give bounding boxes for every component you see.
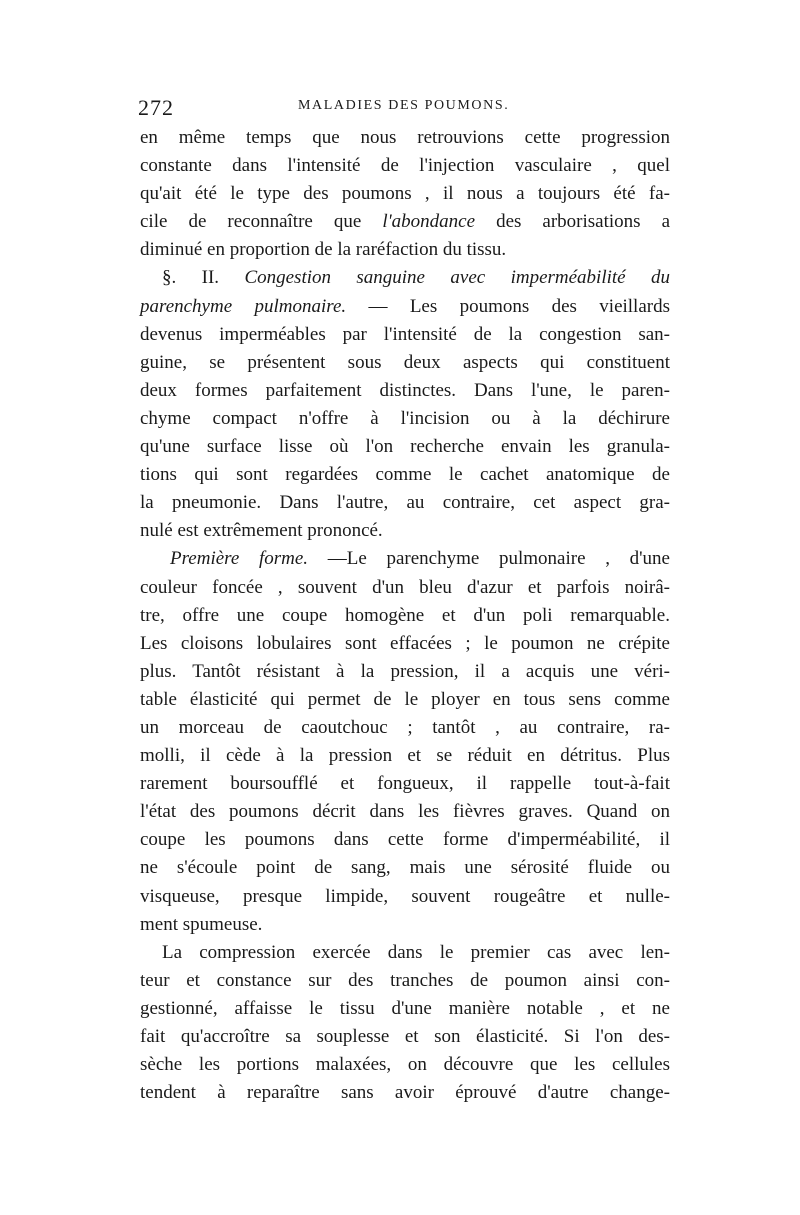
text-line bbox=[140, 293, 670, 321]
text-line: sèche les portions malaxées, on découvre que les cellules bbox=[140, 1054, 670, 1076]
text-line: molli, il cède à la pression et se réduit en détritus. Plus bbox=[140, 745, 670, 767]
running-title: MALADIES DES POUMONS. bbox=[298, 98, 510, 113]
text-line: tions qui sont regardées comme le cachet anatomique de bbox=[140, 464, 670, 486]
text-line bbox=[140, 208, 670, 236]
text-line: devenus imperméables par l'intensité de la congestion san- bbox=[140, 323, 670, 345]
text-segment: des arborisations a bbox=[475, 211, 671, 233]
text-segment: cile de reconnaître que bbox=[140, 211, 383, 233]
text-segment: — Les poumons des vieillards bbox=[346, 295, 670, 317]
text-line: ment spumeuse. bbox=[140, 913, 263, 935]
text-segment: —Le parenchyme pulmonaire , d'une bbox=[308, 548, 670, 570]
text-line: gestionné, affaisse le tissu d'une manière notable , et ne bbox=[140, 997, 670, 1019]
text-line: plus. Tantôt résistant à la pression, il a acquis une véri- bbox=[140, 660, 670, 682]
text-line: nulé est extrêmement prononcé. bbox=[140, 520, 383, 542]
text-line: ne s'écoule point de sang, mais une sérosité fluide ou bbox=[140, 857, 670, 879]
text-line: teur et constance sur des tranches de poumon ainsi con- bbox=[140, 969, 670, 991]
text-line: la pneumonie. Dans l'autre, au contraire, cet aspect gra- bbox=[140, 492, 670, 514]
text-line: en même temps que nous retrouvions cette progression bbox=[140, 127, 670, 148]
text-line: visqueuse, presque limpide, souvent rougeâtre et nulle- bbox=[140, 885, 670, 907]
page-number: 272 bbox=[138, 95, 174, 120]
text-line: La compression exercée dans le premier cas avec len- bbox=[162, 941, 670, 963]
section-title: Congestion sanguine avec imperméabilité du bbox=[244, 267, 670, 289]
text-line: l'état des poumons décrit dans les fièvres graves. Quand on bbox=[140, 801, 670, 823]
text-line: rarement boursoufflé et fongueux, il rappelle tout-à-fait bbox=[140, 773, 670, 795]
text-line: tendent à reparaître sans avoir éprouvé d'autre change- bbox=[140, 1082, 670, 1104]
subsection-line bbox=[140, 545, 670, 573]
body-text bbox=[140, 124, 670, 1107]
text-line: qu'une surface lisse où l'on recherche envain les granula- bbox=[140, 436, 670, 458]
section-title-continued: parenchyme pulmonaire. bbox=[140, 295, 347, 317]
text-line: chyme compact n'offre à l'incision ou à la déchirure bbox=[140, 407, 670, 429]
text-line: deux formes parfaitement distinctes. Dans l'une, le paren- bbox=[140, 379, 670, 401]
text-line: guine, se présentent sous deux aspects qui constituent bbox=[140, 351, 670, 373]
text-line: diminué en proportion de la raréfaction du tissu. bbox=[140, 239, 507, 261]
page-header bbox=[138, 95, 668, 119]
text-line: tre, offre une coupe homogène et d'un poli remarquable. bbox=[140, 604, 670, 626]
text-line: qu'ait été le type des poumons , il nous a toujours été fa- bbox=[140, 183, 670, 205]
section-number: §. II. bbox=[162, 267, 245, 289]
text-line: un morceau de caoutchouc ; tantôt , au contraire, ra- bbox=[140, 716, 670, 738]
text-line: couleur foncée , souvent d'un bleu d'azur et parfois noirâ- bbox=[140, 576, 670, 598]
italic-phrase: l'abondance bbox=[382, 211, 476, 233]
text-line: Les cloisons lobulaires sont effacées ; le poumon ne crépite bbox=[140, 632, 670, 654]
text-line: coupe les poumons dans cette forme d'imperméabilité, il bbox=[140, 829, 670, 851]
text-line: table élasticité qui permet de le ployer en tous sens comme bbox=[140, 688, 670, 710]
subsection-title: Première forme. bbox=[170, 548, 309, 570]
text-line: constante dans l'intensité de l'injection vasculaire , quel bbox=[140, 155, 670, 177]
text-line: fait qu'accroître sa souplesse et son élasticité. Si l'on des- bbox=[140, 1026, 670, 1047]
section-heading bbox=[140, 264, 670, 292]
